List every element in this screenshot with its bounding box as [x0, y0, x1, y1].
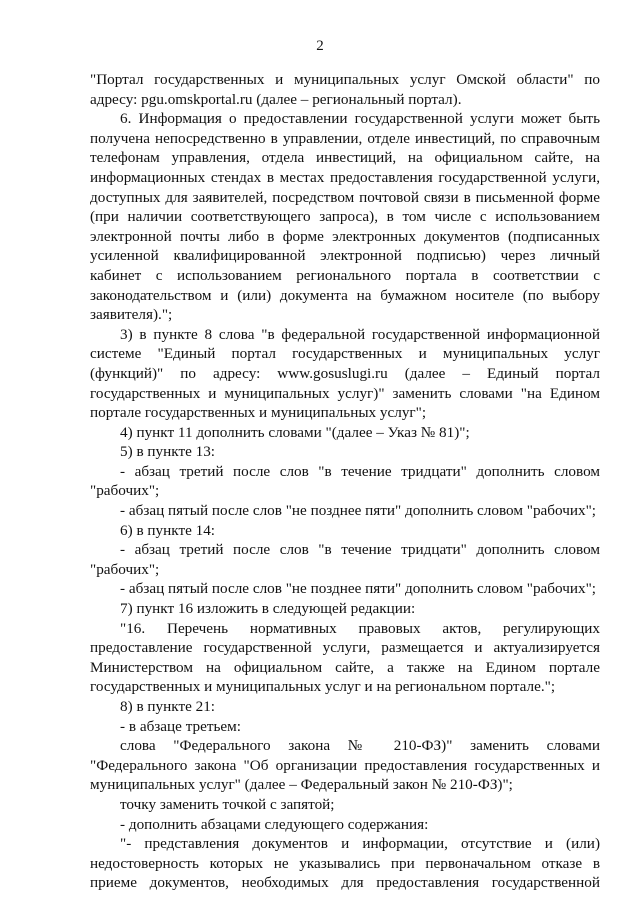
paragraph-item-6-point-14: 6) в пункте 14: — [120, 521, 216, 539]
paragraph-replace-law-words: слова "Федерального закона № 210-ФЗ)" заменить словами "Федерального закона "Об организации предоставления государственных и муниципальных услуг" (далее – Федеральный закон № 210-ФЗ)"; — [90, 737, 600, 794]
paragraph-point-13-fifth: - абзац пятый после слов "не позднее пяти" дополнить словом "рабочих"; — [120, 502, 596, 520]
paragraph-item-8-point-21: 8) в пункте 21: — [120, 698, 216, 715]
document-body — [90, 70, 600, 893]
paragraph-portal-address: "Портал государственных и муниципальных услуг Омской области" по адресу: pgu.omskportal.ru (далее – региональный портал). — [90, 71, 600, 108]
paragraph-item-4-point-11: 4) пункт 11 дополнить словами "(далее – Указ № 81)"; — [120, 423, 470, 441]
paragraph-new-documents-clause: "- представления документов и информации, отсутствие и (или) недостоверность которых не указывались при первоначальном отказе в приеме документов, необходимых для предоставления государственной — [90, 835, 600, 892]
paragraph-point-21-third: - в абзаце третьем: — [120, 717, 241, 735]
page-number: 2 — [316, 38, 324, 54]
paragraph-add-paragraphs: - дополнить абзацами следующего содержания: — [120, 815, 429, 833]
paragraph-item-7-point-16: 7) пункт 16 изложить в следующей редакции: — [120, 600, 416, 618]
paragraph-point-16-new-text: "16. Перечень нормативных правовых актов, регулирующих предоставление государственной услуги, размещается и актуализируется Министерством на официальном сайте, а также на Едином портале государственных и муниципальных услуг и на региональном портале."; — [90, 619, 600, 696]
paragraph-point-14-fifth: - абзац пятый после слов "не позднее пяти" дополнить словом "рабочих"; — [120, 580, 596, 598]
paragraph-item-6-information: 6. Информация о предоставлении государственной услуги может быть получена непосредственно в управлении, отделе инвестиций, по справочным телефонам управления, отдела инвестиций, на официальном сайте, на информационных стендах в местах предоставления государственной услуги, доступных для заявителей, посредством почтовой связи в письменной форме (при наличии соответствующего запроса), в том числе с использованием электронной почты либо в форме электронных документов (подписанных усиленной квалифицированной электронной подписью) через личный кабинет с использованием регионального портала в соответствии с законодательством и (или) документа на бумажном носителе (по выбору заявителя)."; — [90, 110, 600, 324]
paragraph-item-5-point-13: 5) в пункте 13: — [120, 443, 216, 461]
paragraph-item-3-point-8: 3) в пункте 8 слова "в федеральной государственной информационной системе "Единый портал государственных и муниципальных услуг (функций)" по адресу: www.gosuslugi.ru (далее – Единый портал государственных и муниципальных услуг)" заменить словами "на Едином портале государственных и муниципальных услуг"; — [90, 325, 600, 422]
paragraph-point-13-third: - абзац третий после слов "в течение тридцати" дополнить словом "рабочих"; — [90, 462, 600, 500]
paragraph-point-14-third: - абзац третий после слов "в течение тридцати" дополнить словом "рабочих"; — [90, 541, 600, 578]
paragraph-replace-period: точку заменить точкой с запятой; — [120, 795, 335, 813]
